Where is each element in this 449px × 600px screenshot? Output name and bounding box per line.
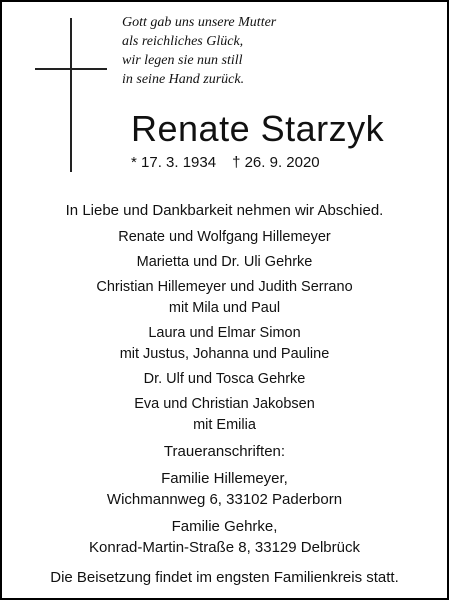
mourner-line: Dr. Ulf und Tosca Gehrke	[143, 371, 306, 387]
mourner-entry	[2, 369, 447, 390]
mourner-entry	[2, 323, 447, 365]
poem	[122, 13, 276, 89]
mourner-line: Marietta und Dr. Uli Gehrke	[136, 254, 313, 270]
address-block	[2, 468, 447, 510]
death-date: † 26. 9. 2020	[232, 154, 320, 171]
address-block	[2, 516, 447, 558]
mourners-list	[2, 227, 447, 440]
mourner-entry	[2, 252, 447, 273]
cross-horizontal-bar	[35, 68, 107, 70]
mourner-line: mit Emilia	[193, 417, 256, 433]
mourner-entry	[2, 227, 447, 248]
mourner-line: mit Justus, Johanna und Pauline	[119, 346, 330, 362]
address-line: Wichmannweg 6, 33102 Paderborn	[106, 491, 343, 508]
poem-line: in seine Hand zurück.	[122, 72, 245, 87]
poem-line: als reichliches Glück,	[122, 34, 244, 49]
mourner-line: mit Mila und Paul	[168, 300, 281, 316]
farewell-line: In Liebe und Dankbarkeit nehmen wir Abschied.	[65, 202, 384, 219]
address-line: Familie Hillemeyer,	[161, 470, 288, 487]
mourner-entry	[2, 394, 447, 436]
mourner-line: Renate und Wolfgang Hillemeyer	[118, 229, 331, 245]
address-line: Familie Gehrke,	[171, 518, 278, 535]
condolence-addresses	[2, 441, 447, 564]
address-line: Konrad-Martin-Straße 8, 33129 Delbrück	[89, 539, 360, 556]
mourner-entry	[2, 277, 447, 319]
mourner-line: Christian Hillemeyer und Judith Serrano	[96, 279, 353, 295]
addresses-heading: Traueranschriften:	[163, 443, 286, 460]
mourner-line: Laura und Elmar Simon	[148, 325, 301, 341]
poem-line: wir legen sie nun still	[122, 53, 243, 68]
poem-line: Gott gab uns unsere Mutter	[122, 15, 277, 30]
deceased-name: Renate Starzyk	[131, 108, 385, 149]
burial-note: Die Beisetzung findet im engsten Familienkreis statt.	[50, 569, 399, 586]
cross-vertical-bar	[70, 18, 72, 172]
birth-date: * 17. 3. 1934	[131, 154, 217, 171]
mourner-line: Eva und Christian Jakobsen	[134, 396, 315, 412]
life-dates	[131, 153, 320, 173]
